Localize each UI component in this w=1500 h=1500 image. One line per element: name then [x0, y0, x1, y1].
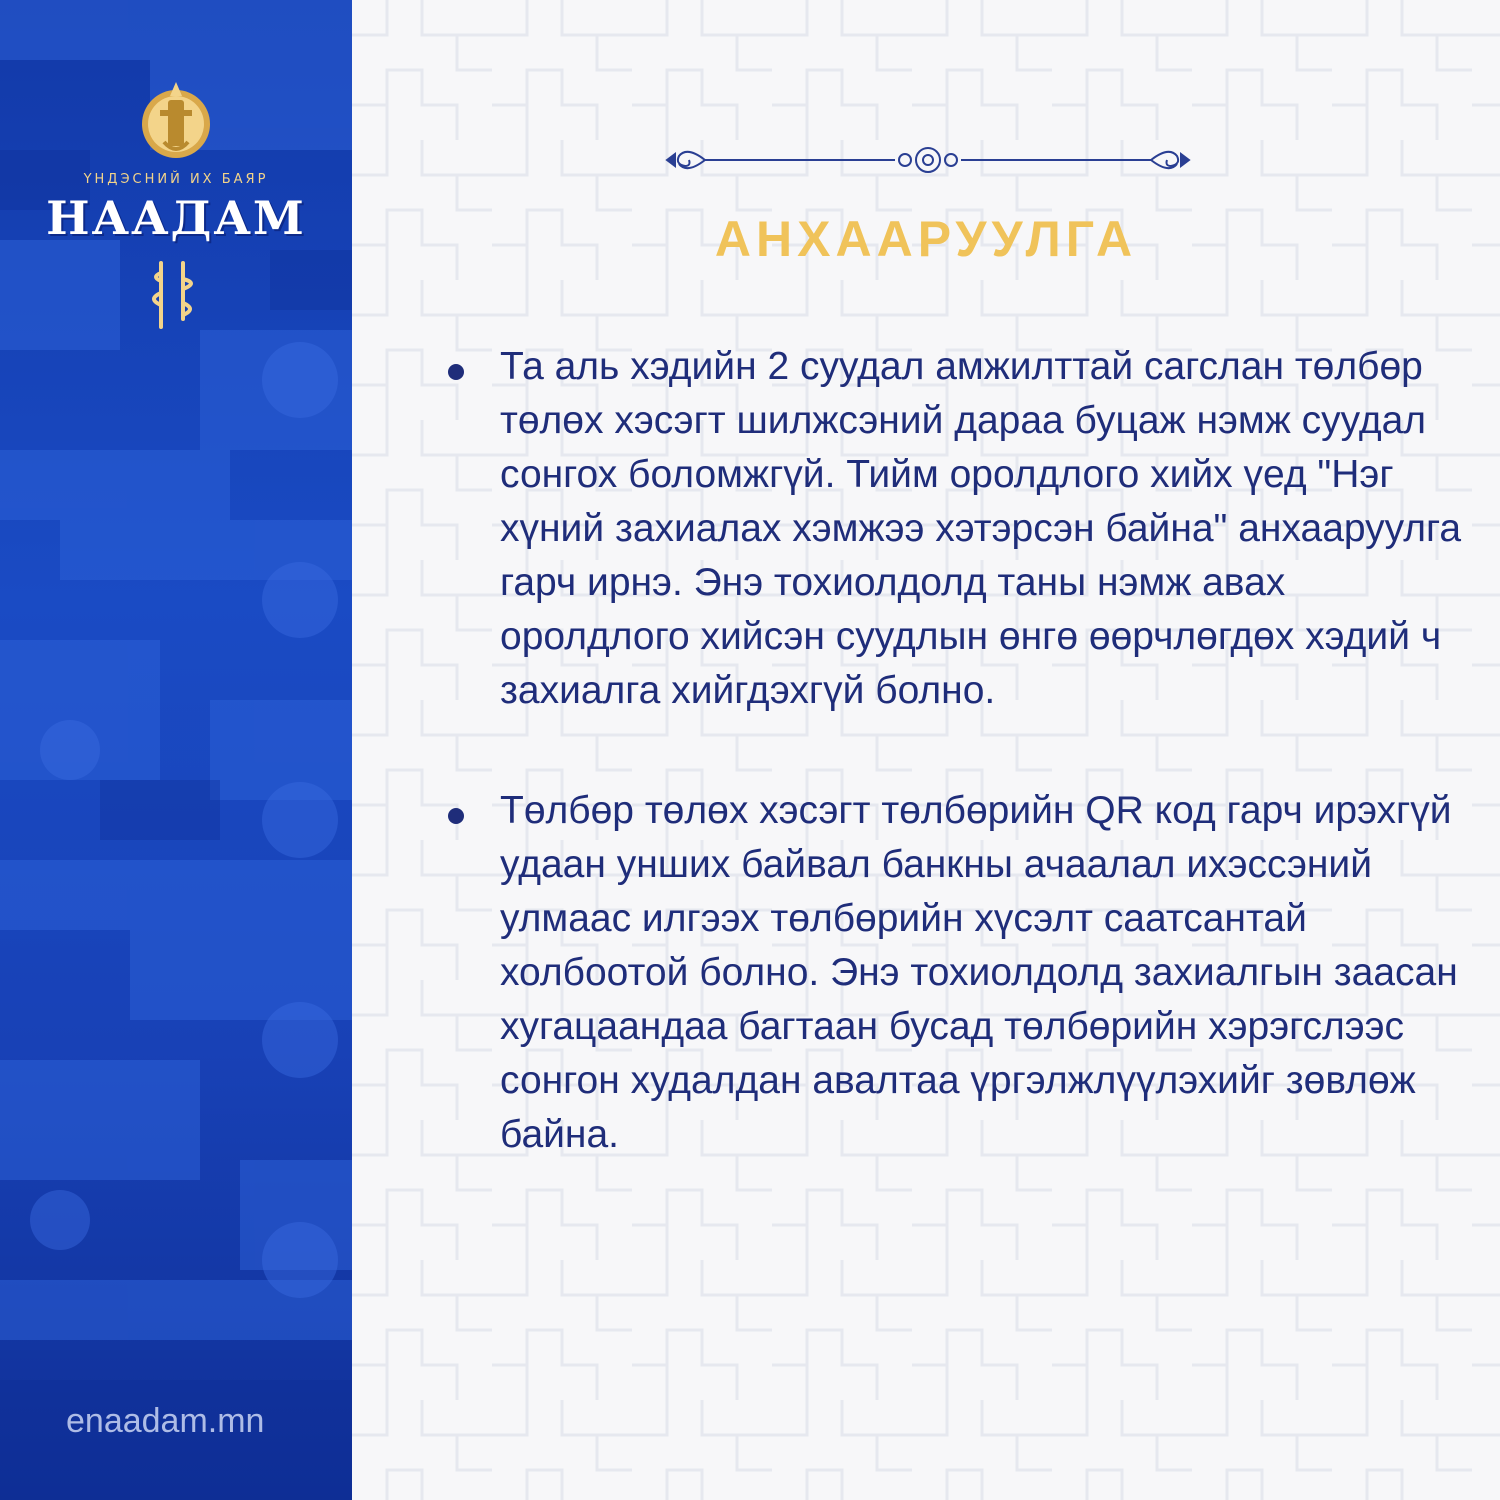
logo-subtitle: ҮНДЭСНИЙ ИХ БАЯР [83, 172, 269, 187]
ornament-divider-icon [665, 140, 1191, 180]
brand-sidebar [0, 0, 352, 1500]
site-url[interactable]: enaadam.mn [66, 1402, 265, 1440]
notice-item [444, 784, 1464, 1162]
emblem-icon [130, 80, 222, 162]
mongolian-script-icon [141, 259, 211, 331]
notice-item [444, 340, 1464, 718]
notice-item-text: Та аль хэдийн 2 суудал амжилттай сагслан төлбөр төлөх хэсэгт шилжсэний дараа буцаж нэмж суудал сонгох боломжгүй. Тийм оролдлого хийх үед "Нэг хүний захиалах хэмжээ хэтэрсэн байна" анхааруулга гарч ирнэ. Энэ тохиолдолд таны нэмж авах оролдлого хийсэн суудлын өнгө өөрчлөгдөх хэдий ч захиалга хийгдэхгүй болно. [500, 345, 1462, 712]
bullet-icon [448, 808, 464, 824]
bullet-icon [448, 364, 464, 380]
notice-item-text: Төлбөр төлөх хэсэгт төлбөрийн QR код гарч ирэхгүй удаан унших байвал банкны ачаалал ихэссэний улмаас илгээх төлбөрийн хүсэлт саатсантай холбоотой болно. Энэ тохиолдолд захиалгын заасан хугацаандаа багтаан бусад төлбөрийн хэрэгслээс сонгон худалдан авалтаа үргэлжлүүлэхийг зөвлөж байна. [500, 789, 1458, 1156]
brand-logo [0, 80, 352, 331]
notice-title: АНХААРУУЛГА [714, 211, 1138, 267]
notice-list [444, 340, 1464, 1228]
logo-title: НААДАМ [46, 191, 306, 245]
